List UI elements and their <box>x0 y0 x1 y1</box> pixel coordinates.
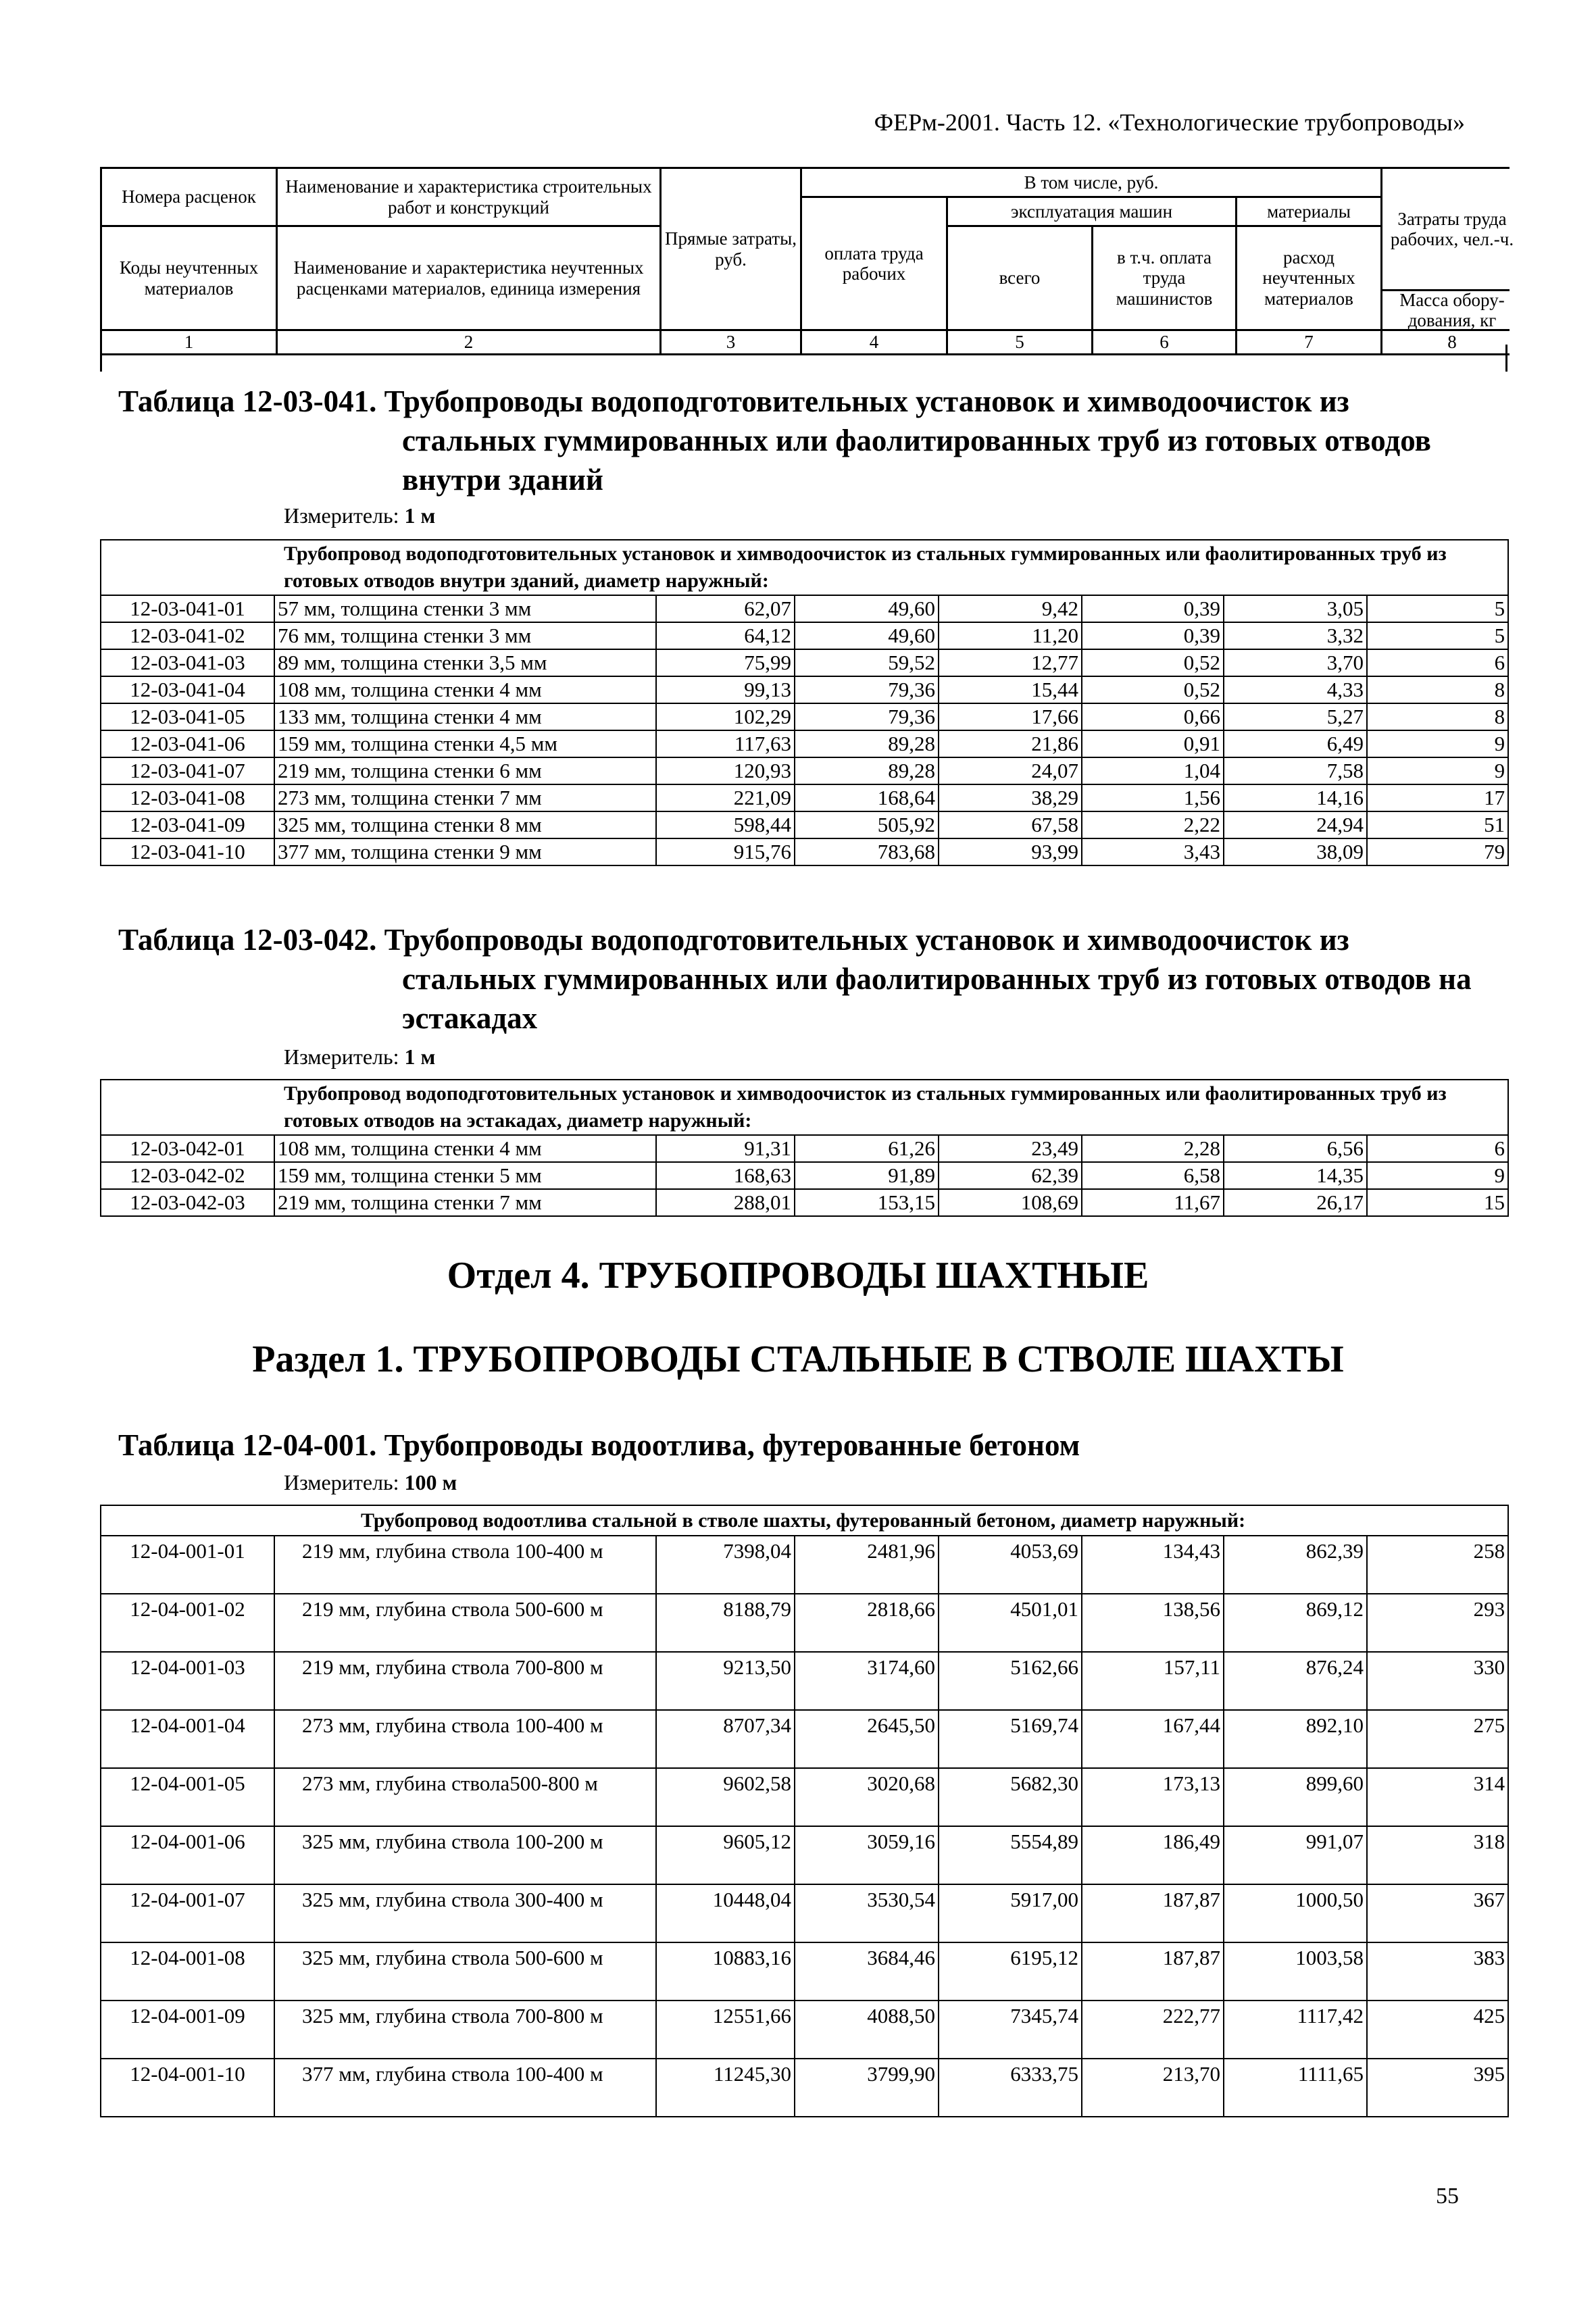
rate-value: 3,43 <box>1082 838 1224 865</box>
rate-code: 12-03-041-05 <box>101 703 274 730</box>
rate-value: 14,16 <box>1224 784 1367 811</box>
rate-code: 12-04-001-01 <box>101 1536 274 1594</box>
rates-table <box>100 1079 1509 1217</box>
rate-value: 10883,16 <box>656 1942 795 2001</box>
rate-code: 12-03-041-04 <box>101 676 274 703</box>
rate-value: 4501,01 <box>939 1594 1082 1652</box>
rate-value: 1,56 <box>1082 784 1224 811</box>
rate-description: 219 мм, глубина ствола 700-800 м <box>274 1652 656 1710</box>
rate-value: 186,49 <box>1082 1826 1224 1884</box>
rate-value: 383 <box>1367 1942 1508 2001</box>
table-row <box>101 2059 1508 2117</box>
rate-value: 11,20 <box>939 622 1082 649</box>
table-row <box>101 757 1508 784</box>
rate-value: 12551,66 <box>656 2001 795 2059</box>
rate-value: 7345,74 <box>939 2001 1082 2059</box>
rate-code: 12-04-001-04 <box>101 1710 274 1768</box>
rate-value: 915,76 <box>656 838 795 865</box>
rate-description: 159 мм, толщина стенки 4,5 мм <box>274 730 656 757</box>
rate-code: 12-04-001-09 <box>101 2001 274 2059</box>
rate-value: 2,28 <box>1082 1135 1224 1162</box>
rate-value: 9605,12 <box>656 1826 795 1884</box>
rate-description: 325 мм, глубина ствола 300-400 м <box>274 1884 656 1942</box>
header-materials: материалы <box>1237 198 1380 225</box>
rate-value: 15 <box>1367 1189 1508 1216</box>
rate-value: 3,70 <box>1224 649 1367 676</box>
rate-description: 219 мм, толщина стенки 7 мм <box>274 1189 656 1216</box>
header-machines-total: всего <box>948 227 1091 329</box>
rate-value: 425 <box>1367 2001 1508 2059</box>
border-line <box>100 345 102 372</box>
rate-value: 5 <box>1367 595 1508 622</box>
header-including: В том числе, руб. <box>802 169 1380 196</box>
rate-value: 0,91 <box>1082 730 1224 757</box>
table-caption-row <box>101 540 1508 595</box>
header-work-name: Наименование и характеристика строительных работ и конструкций <box>278 169 659 225</box>
rate-value: 79 <box>1367 838 1508 865</box>
table-row <box>101 730 1508 757</box>
rate-value: 3799,90 <box>795 2059 939 2117</box>
table-row <box>101 649 1508 676</box>
rate-value: 330 <box>1367 1652 1508 1710</box>
rate-value: 24,94 <box>1224 811 1367 838</box>
rate-value: 157,11 <box>1082 1652 1224 1710</box>
rate-value: 3059,16 <box>795 1826 939 1884</box>
table-caption-row <box>101 1080 1508 1135</box>
rate-value: 167,44 <box>1082 1710 1224 1768</box>
rate-value: 9 <box>1367 1162 1508 1189</box>
rate-value: 275 <box>1367 1710 1508 1768</box>
rate-value: 869,12 <box>1224 1594 1367 1652</box>
rate-code: 12-03-041-09 <box>101 811 274 838</box>
rate-value: 23,49 <box>939 1135 1082 1162</box>
rate-code: 12-03-042-03 <box>101 1189 274 1216</box>
rate-value: 62,07 <box>656 595 795 622</box>
rate-value: 783,68 <box>795 838 939 865</box>
rate-value: 59,52 <box>795 649 939 676</box>
rate-value: 2481,96 <box>795 1536 939 1594</box>
rate-value: 3,32 <box>1224 622 1367 649</box>
rate-value: 3684,46 <box>795 1942 939 2001</box>
rate-value: 102,29 <box>656 703 795 730</box>
rate-value: 5 <box>1367 622 1508 649</box>
rate-description: 108 мм, толщина стенки 4 мм <box>274 1135 656 1162</box>
rate-value: 134,43 <box>1082 1536 1224 1594</box>
rate-value: 93,99 <box>939 838 1082 865</box>
rate-description: 159 мм, толщина стенки 5 мм <box>274 1162 656 1189</box>
table-title: Таблица 12-03-042. Трубопроводы водоподготовительных установок и химводоочисток из стальных гуммированных или фаолитированных труб из готовых отводов на эстакадах <box>118 923 1472 1035</box>
table-row <box>101 1652 1508 1710</box>
rate-description: 219 мм, глубина ствола 100-400 м <box>274 1536 656 1594</box>
table-row <box>101 1768 1508 1826</box>
rate-value: 8 <box>1367 676 1508 703</box>
rate-value: 120,93 <box>656 757 795 784</box>
column-header <box>100 167 1514 355</box>
header-equipment-mass: Масса обору-дования, кг <box>1382 291 1522 329</box>
rate-value: 117,63 <box>656 730 795 757</box>
rate-code: 12-04-001-08 <box>101 1942 274 2001</box>
rate-value: 153,15 <box>795 1189 939 1216</box>
rate-value: 876,24 <box>1224 1652 1367 1710</box>
rate-value: 4,33 <box>1224 676 1367 703</box>
rate-value: 21,86 <box>939 730 1082 757</box>
table-title: Таблица 12-03-041. Трубопроводы водоподготовительных установок и химводоочисток из стальных гуммированных или фаолитированных труб из готовых отводов внутри зданий <box>118 384 1431 497</box>
rate-description: 89 мм, толщина стенки 3,5 мм <box>274 649 656 676</box>
rate-value: 5917,00 <box>939 1884 1082 1942</box>
rate-value: 75,99 <box>656 649 795 676</box>
rate-value: 991,07 <box>1224 1826 1367 1884</box>
rate-code: 12-04-001-07 <box>101 1884 274 1942</box>
table-row <box>101 1135 1508 1162</box>
header-labor-hours: Затраты труда рабочих, чел.-ч. <box>1382 169 1522 289</box>
rate-value: 17,66 <box>939 703 1082 730</box>
table-row <box>101 838 1508 865</box>
table-row <box>101 1189 1508 1216</box>
rate-value: 6,49 <box>1224 730 1367 757</box>
rate-code: 12-03-041-07 <box>101 757 274 784</box>
table-caption: Трубопровод водоотлива стальной в стволе шахты, футерованный бетоном, диаметр наружный: <box>101 1505 1508 1536</box>
header-direct-costs: Прямые затраты, руб. <box>662 169 800 329</box>
rate-code: 12-04-001-06 <box>101 1826 274 1884</box>
rate-value: 0,66 <box>1082 703 1224 730</box>
rate-value: 0,39 <box>1082 622 1224 649</box>
rate-code: 12-04-001-05 <box>101 1768 274 1826</box>
rate-description: 273 мм, глубина ствола 100-400 м <box>274 1710 656 1768</box>
rate-value: 3020,68 <box>795 1768 939 1826</box>
rate-value: 8188,79 <box>656 1594 795 1652</box>
table-row <box>101 784 1508 811</box>
header-machines: эксплуатация машин <box>948 198 1235 225</box>
rate-value: 38,29 <box>939 784 1082 811</box>
section-heading: Раздел 1. ТРУБОПРОВОДЫ СТАЛЬНЫЕ В СТВОЛЕ ШАХТЫ <box>252 1338 1344 1380</box>
rate-code: 12-03-042-01 <box>101 1135 274 1162</box>
rate-value: 1003,58 <box>1224 1942 1367 2001</box>
rates-table <box>100 1505 1509 2117</box>
rate-value: 9 <box>1367 757 1508 784</box>
rate-description: 219 мм, глубина ствола 500-600 м <box>274 1594 656 1652</box>
table-row <box>101 703 1508 730</box>
rate-value: 314 <box>1367 1768 1508 1826</box>
rate-value: 9,42 <box>939 595 1082 622</box>
rate-value: 49,60 <box>795 622 939 649</box>
rate-description: 325 мм, глубина ствола 100-200 м <box>274 1826 656 1884</box>
rate-value: 9213,50 <box>656 1652 795 1710</box>
table-row <box>101 1710 1508 1768</box>
rate-value: 862,39 <box>1224 1536 1367 1594</box>
header-rate-numbers: Номера расценок <box>102 169 276 225</box>
rate-value: 1111,65 <box>1224 2059 1367 2117</box>
rate-value: 7,58 <box>1224 757 1367 784</box>
col-number: 2 <box>278 331 659 353</box>
running-title: ФЕРм-2001. Часть 12. «Технологические трубопроводы» <box>874 109 1465 136</box>
rate-value: 367 <box>1367 1884 1508 1942</box>
rate-value: 5,27 <box>1224 703 1367 730</box>
header-material-name: Наименование и характеристика неучтенных расценками материалов, единица измерения <box>278 227 659 329</box>
rate-code: 12-03-041-01 <box>101 595 274 622</box>
rate-value: 0,52 <box>1082 649 1224 676</box>
col-number: 4 <box>802 331 946 353</box>
rate-value: 5162,66 <box>939 1652 1082 1710</box>
rate-value: 5682,30 <box>939 1768 1082 1826</box>
table-row <box>101 1536 1508 1594</box>
rate-value: 6 <box>1367 649 1508 676</box>
rate-value: 89,28 <box>795 730 939 757</box>
table-row <box>101 1884 1508 1942</box>
rate-value: 1000,50 <box>1224 1884 1367 1942</box>
rate-value: 6333,75 <box>939 2059 1082 2117</box>
rate-code: 12-03-041-10 <box>101 838 274 865</box>
rate-value: 0,52 <box>1082 676 1224 703</box>
header-material-codes: Коды неучтенных материалов <box>102 227 276 329</box>
rate-code: 12-03-041-02 <box>101 622 274 649</box>
table-row <box>101 1826 1508 1884</box>
rate-value: 3530,54 <box>795 1884 939 1942</box>
rates-table <box>100 539 1509 866</box>
rate-value: 10448,04 <box>656 1884 795 1942</box>
rate-value: 9602,58 <box>656 1768 795 1826</box>
rate-value: 899,60 <box>1224 1768 1367 1826</box>
table-title: Таблица 12-04-001. Трубопроводы водоотлива, футерованные бетоном <box>118 1428 1080 1462</box>
rate-value: 14,35 <box>1224 1162 1367 1189</box>
rate-value: 6 <box>1367 1135 1508 1162</box>
header-labor-pay: оплата труда рабочих <box>802 198 946 329</box>
rate-value: 11245,30 <box>656 2059 795 2117</box>
rate-value: 6,58 <box>1082 1162 1224 1189</box>
rate-value: 318 <box>1367 1826 1508 1884</box>
rate-value: 12,77 <box>939 649 1082 676</box>
rate-value: 89,28 <box>795 757 939 784</box>
rate-description: 219 мм, толщина стенки 6 мм <box>274 757 656 784</box>
table-caption: Трубопровод водоподготовительных установок и химводоочисток из стальных гуммированных или фаолитированных труб из готовых отводов внутри зданий, диаметр наружный: <box>101 540 1508 595</box>
rate-description: 325 мм, толщина стенки 8 мм <box>274 811 656 838</box>
rate-value: 38,09 <box>1224 838 1367 865</box>
rate-value: 26,17 <box>1224 1189 1367 1216</box>
rate-value: 3174,60 <box>795 1652 939 1710</box>
rate-description: 108 мм, толщина стенки 4 мм <box>274 676 656 703</box>
rate-value: 79,36 <box>795 676 939 703</box>
rate-value: 221,09 <box>656 784 795 811</box>
table-row <box>101 1594 1508 1652</box>
rate-value: 2818,66 <box>795 1594 939 1652</box>
rate-value: 892,10 <box>1224 1710 1367 1768</box>
rate-value: 49,60 <box>795 595 939 622</box>
rate-value: 2,22 <box>1082 811 1224 838</box>
rate-description: 273 мм, глубина ствола500-800 м <box>274 1768 656 1826</box>
rate-code: 12-04-001-02 <box>101 1594 274 1652</box>
measure-unit: Измеритель: 100 м <box>284 1470 457 1494</box>
table-caption-row <box>101 1505 1508 1536</box>
rate-value: 4088,50 <box>795 2001 939 2059</box>
rate-value: 168,63 <box>656 1162 795 1189</box>
table-caption: Трубопровод водоподготовительных установок и химводоочисток из стальных гуммированных или фаолитированных труб из готовых отводов на эстакадах, диаметр наружный: <box>101 1080 1508 1135</box>
rate-value: 1117,42 <box>1224 2001 1367 2059</box>
rate-value: 2645,50 <box>795 1710 939 1768</box>
col-number: 1 <box>102 331 276 353</box>
rate-value: 5169,74 <box>939 1710 1082 1768</box>
rate-description: 377 мм, толщина стенки 9 мм <box>274 838 656 865</box>
rate-value: 8 <box>1367 703 1508 730</box>
rate-value: 598,44 <box>656 811 795 838</box>
rate-description: 325 мм, глубина ствола 700-800 м <box>274 2001 656 2059</box>
col-number: 7 <box>1237 331 1380 353</box>
rate-value: 79,36 <box>795 703 939 730</box>
rate-description: 57 мм, толщина стенки 3 мм <box>274 595 656 622</box>
rate-value: 11,67 <box>1082 1189 1224 1216</box>
rate-value: 173,13 <box>1082 1768 1224 1826</box>
rate-code: 12-03-041-03 <box>101 649 274 676</box>
header-machinist-pay: в т.ч. оплата труда машинистов <box>1093 227 1235 329</box>
rate-description: 133 мм, толщина стенки 4 мм <box>274 703 656 730</box>
rate-value: 138,56 <box>1082 1594 1224 1652</box>
measure-unit: Измеритель: 1 м <box>284 1045 436 1069</box>
rate-code: 12-03-041-06 <box>101 730 274 757</box>
col-number: 5 <box>948 331 1091 353</box>
header-material-usage: расход неучтенных материалов <box>1237 227 1380 329</box>
rate-value: 7398,04 <box>656 1536 795 1594</box>
rate-value: 91,31 <box>656 1135 795 1162</box>
rate-value: 6,56 <box>1224 1135 1367 1162</box>
rate-value: 187,87 <box>1082 1942 1224 2001</box>
rate-value: 99,13 <box>656 676 795 703</box>
rate-value: 4053,69 <box>939 1536 1082 1594</box>
rate-value: 168,64 <box>795 784 939 811</box>
rate-value: 5554,89 <box>939 1826 1082 1884</box>
rate-value: 0,39 <box>1082 595 1224 622</box>
border-line <box>1505 345 1507 372</box>
rate-value: 505,92 <box>795 811 939 838</box>
rate-value: 9 <box>1367 730 1508 757</box>
table-row <box>101 2001 1508 2059</box>
rate-code: 12-03-042-02 <box>101 1162 274 1189</box>
division-heading: Отдел 4. ТРУБОПРОВОДЫ ШАХТНЫЕ <box>447 1255 1149 1297</box>
rate-value: 108,69 <box>939 1189 1082 1216</box>
rate-value: 17 <box>1367 784 1508 811</box>
measure-unit: Измеритель: 1 м <box>284 503 436 528</box>
table-row <box>101 595 1508 622</box>
table-row <box>101 811 1508 838</box>
rate-value: 258 <box>1367 1536 1508 1594</box>
rate-code: 12-04-001-10 <box>101 2059 274 2117</box>
page-number: 55 <box>1436 2184 1459 2209</box>
rate-value: 15,44 <box>939 676 1082 703</box>
rate-description: 273 мм, толщина стенки 7 мм <box>274 784 656 811</box>
rate-value: 62,39 <box>939 1162 1082 1189</box>
rate-value: 24,07 <box>939 757 1082 784</box>
rate-value: 64,12 <box>656 622 795 649</box>
table-row <box>101 1162 1508 1189</box>
table-row <box>101 676 1508 703</box>
rate-value: 8707,34 <box>656 1710 795 1768</box>
rate-value: 288,01 <box>656 1189 795 1216</box>
rate-value: 213,70 <box>1082 2059 1224 2117</box>
rate-code: 12-04-001-03 <box>101 1652 274 1710</box>
rate-value: 3,05 <box>1224 595 1367 622</box>
col-number: 3 <box>662 331 800 353</box>
rate-value: 91,89 <box>795 1162 939 1189</box>
rate-description: 325 мм, глубина ствола 500-600 м <box>274 1942 656 2001</box>
rate-value: 222,77 <box>1082 2001 1224 2059</box>
rate-value: 6195,12 <box>939 1942 1082 2001</box>
col-number: 6 <box>1093 331 1235 353</box>
rate-code: 12-03-041-08 <box>101 784 274 811</box>
rate-description: 76 мм, толщина стенки 3 мм <box>274 622 656 649</box>
rate-value: 61,26 <box>795 1135 939 1162</box>
rate-value: 293 <box>1367 1594 1508 1652</box>
table-row <box>101 1942 1508 2001</box>
rate-value: 67,58 <box>939 811 1082 838</box>
rate-value: 395 <box>1367 2059 1508 2117</box>
rate-description: 377 мм, глубина ствола 100-400 м <box>274 2059 656 2117</box>
col-number: 8 <box>1382 331 1522 353</box>
table-row <box>101 622 1508 649</box>
rate-value: 51 <box>1367 811 1508 838</box>
rate-value: 187,87 <box>1082 1884 1224 1942</box>
rate-value: 1,04 <box>1082 757 1224 784</box>
